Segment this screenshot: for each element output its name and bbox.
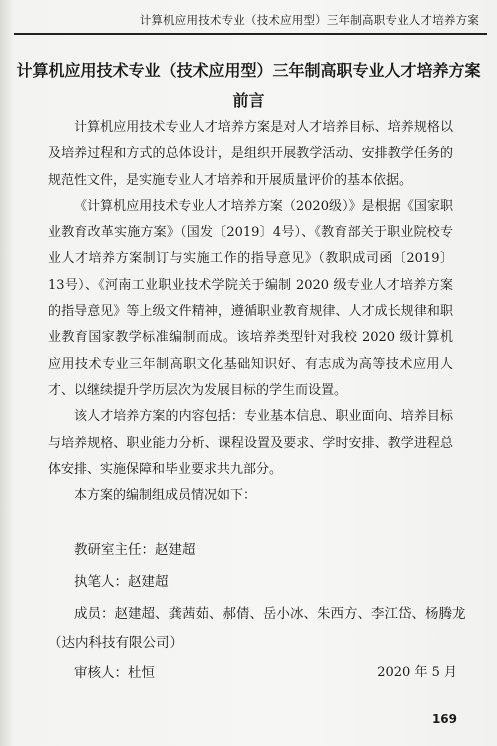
running-header: 计算机应用技术专业（技术应用型）三年制高职专业人才培养方案 (139, 13, 479, 27)
document-title: 计算机应用技术专业（技术应用型）三年制高职专业人才培养方案 (16, 61, 481, 80)
paragraph: 《计算机应用技术专业人才培养方案（2020级）》是根据《国家职业教育改革实施方案》（国发〔2019〕4号）、《教育部关于职业院校专业人才培养方案制订与实施工作的指导意见》（教职成司函〔2019〕13号）、《河南工业职业技术学院关于编制 2020 级专业人才培养方案的指导意见》等上级文件精神，遵循职业教育规律、人才成长规律和职业教育国家教学标准编制而成。该培养类型针对我校 2020 级计算机应用技术专业三年制高职文化基础知识好、有志成为高等技术应用人才、以继续提升学历层次为发展目标的学生而设置。 (48, 198, 453, 398)
paragraph: 计算机应用技术专业人才培养方案是对人才培养目标、培养规格以及培养过程和方式的总体设计，是组织开展教学活动、安排教学任务的规范性文件，是实施专业人才培养和开展质量评价的基本依据。 (48, 120, 453, 188)
reviewer-line: 审核人：杜恒 (74, 665, 155, 681)
company-line: （达内科技有限公司） (48, 635, 183, 651)
paragraph: 本方案的编制组成员情况如下： (74, 488, 257, 504)
preface-body (48, 115, 453, 509)
preface-heading: 前言 (232, 91, 265, 110)
paragraph: 该人才培养方案的内容包括：专业基本信息、职业面向、培养目标与培养规格、职业能力分析、课程设置及要求、学时安排、教学进程总体安排、实施保障和毕业要求共九部分。 (48, 409, 453, 477)
header-rule (14, 33, 487, 35)
page-number: 169 (431, 712, 457, 726)
writer-line: 执笔人：赵建超 (74, 574, 169, 590)
members-line: 成员：赵建超、龚茜茹、郝倩、岳小冰、朱西方、李江岱、杨腾龙 (74, 606, 466, 622)
date: 2020 年 5 月 (377, 665, 457, 680)
director-line: 教研室主任：赵建超 (74, 542, 196, 558)
